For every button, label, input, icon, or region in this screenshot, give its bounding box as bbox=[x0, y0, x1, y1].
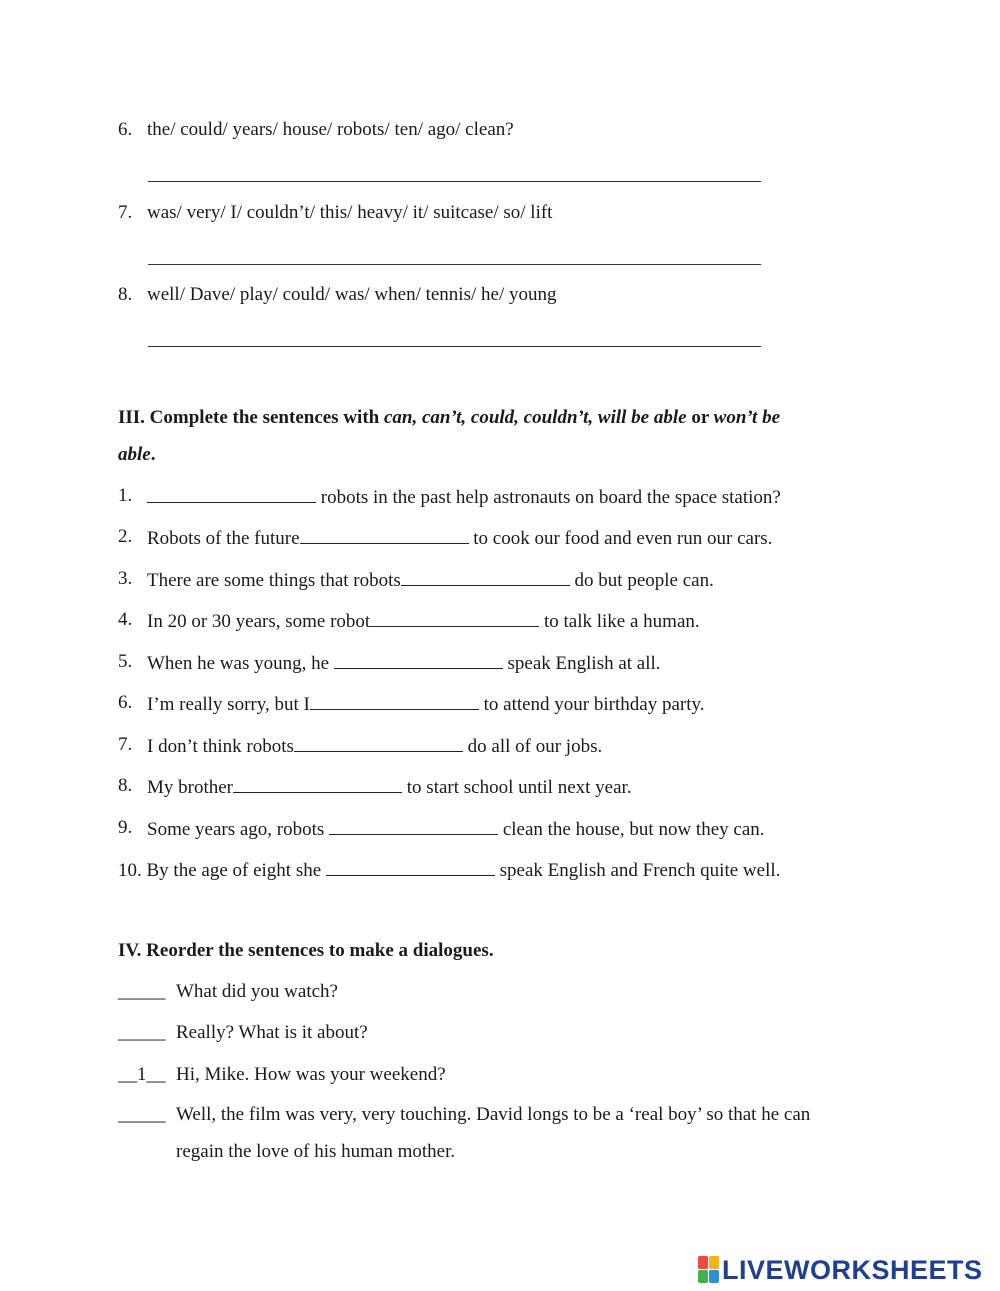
item-number: 7. bbox=[118, 734, 133, 755]
fill-blank[interactable] bbox=[300, 525, 469, 544]
dialogue-text-continued: regain the love of his human mother. bbox=[176, 1141, 456, 1162]
sentence-before: By the age of eight she bbox=[146, 860, 326, 881]
fill-blank[interactable] bbox=[147, 484, 316, 503]
item-number: 8. bbox=[118, 775, 133, 796]
item-number: 8. bbox=[118, 284, 133, 305]
fill-blank[interactable] bbox=[401, 567, 570, 586]
fill-blank[interactable] bbox=[370, 608, 539, 627]
item-number: 1. bbox=[118, 485, 133, 506]
sentence-after: clean the house, but now they can. bbox=[498, 819, 765, 840]
order-blank[interactable]: _____ bbox=[118, 1022, 166, 1043]
sentence-after: robots in the past help astronauts on board the space station? bbox=[316, 487, 781, 508]
answer-line[interactable] bbox=[148, 264, 761, 265]
fill-blank[interactable] bbox=[233, 774, 402, 793]
logo-text: LIVEWORKSHEETS bbox=[722, 1254, 983, 1285]
sentence bbox=[147, 484, 781, 510]
order-blank[interactable]: __1__ bbox=[118, 1064, 166, 1085]
fill-blank[interactable] bbox=[326, 857, 495, 876]
heading-prefix: III. Complete the sentences with bbox=[118, 407, 384, 428]
sentence-after: do all of our jobs. bbox=[462, 736, 603, 757]
section-3-heading-wrap bbox=[118, 443, 155, 467]
sentence bbox=[147, 691, 705, 717]
sentence-after: do but people can. bbox=[569, 570, 714, 591]
sentence bbox=[118, 857, 780, 883]
item-number: 5. bbox=[118, 651, 133, 672]
sentence-before: My brother bbox=[147, 777, 234, 798]
item-number: 7. bbox=[118, 202, 133, 223]
item-number: 9. bbox=[118, 817, 133, 838]
item-number: 6. bbox=[118, 119, 133, 140]
dialogue-text: Hi, Mike. How was your weekend? bbox=[176, 1064, 446, 1085]
sentence-before: In 20 or 30 years, some robot bbox=[147, 611, 371, 632]
sentence-after: to attend your birthday party. bbox=[478, 694, 705, 715]
item-number: 4. bbox=[118, 609, 133, 630]
item-number: 3. bbox=[118, 568, 133, 589]
sentence-after: speak English and French quite well. bbox=[494, 860, 781, 881]
sentence bbox=[147, 567, 714, 593]
item-number: 6. bbox=[118, 692, 133, 713]
sentence bbox=[147, 650, 661, 676]
dialogue-text: Really? What is it about? bbox=[176, 1022, 368, 1043]
scrambled-words: well/ Dave/ play/ could/ was/ when/ tennis/ he/ young bbox=[147, 284, 557, 305]
sentence-before: When he was young, he bbox=[147, 653, 334, 674]
fill-blank[interactable] bbox=[334, 650, 503, 669]
sentence-before: I’m really sorry, but I bbox=[147, 694, 310, 715]
section-4-heading: IV. Reorder the sentences to make a dialogues. bbox=[118, 940, 494, 961]
sentence-before: I don’t think robots bbox=[147, 736, 294, 757]
logo-blocks-icon bbox=[698, 1256, 720, 1284]
sentence-after: to cook our food and even run our cars. bbox=[468, 528, 773, 549]
order-blank[interactable]: _____ bbox=[118, 1104, 166, 1125]
sentence bbox=[147, 733, 602, 759]
sentence bbox=[147, 774, 632, 800]
liveworksheets-logo bbox=[698, 1252, 983, 1288]
heading-last-option: won’t be bbox=[713, 407, 780, 428]
scrambled-words: was/ very/ I/ couldn’t/ this/ heavy/ it/ suitcase/ so/ lift bbox=[147, 202, 553, 223]
scrambled-words: the/ could/ years/ house/ robots/ ten/ ago/ clean? bbox=[147, 119, 514, 140]
sentence bbox=[147, 816, 765, 842]
sentence-after: speak English at all. bbox=[502, 653, 661, 674]
dialogue-text: Well, the film was very, very touching. David longs to be a ‘real boy’ so that he can bbox=[176, 1104, 811, 1125]
fill-blank[interactable] bbox=[329, 816, 498, 835]
sentence bbox=[147, 608, 700, 634]
sentence-before: There are some things that robots bbox=[147, 570, 401, 591]
section-3-heading bbox=[118, 406, 888, 430]
answer-line[interactable] bbox=[148, 346, 761, 347]
heading-period: . bbox=[150, 444, 156, 465]
sentence-before: Robots of the future bbox=[147, 528, 300, 549]
dialogue-text: What did you watch? bbox=[176, 981, 338, 1002]
sentence bbox=[147, 525, 772, 551]
fill-blank[interactable] bbox=[310, 691, 479, 710]
heading-options: can, can’t, could, couldn’t, will be able bbox=[383, 407, 687, 428]
sentence-after: to talk like a human. bbox=[539, 611, 700, 632]
sentence-after: to start school until next year. bbox=[402, 777, 632, 798]
sentence-before: Some years ago, robots bbox=[147, 819, 330, 840]
heading-last-option-wrap: able bbox=[118, 444, 151, 465]
heading-or: or bbox=[686, 407, 714, 428]
item-number: 2. bbox=[118, 526, 133, 547]
fill-blank[interactable] bbox=[294, 733, 463, 752]
item-number: 10. bbox=[118, 860, 142, 881]
answer-line[interactable] bbox=[148, 181, 761, 182]
order-blank[interactable]: _____ bbox=[118, 981, 166, 1002]
